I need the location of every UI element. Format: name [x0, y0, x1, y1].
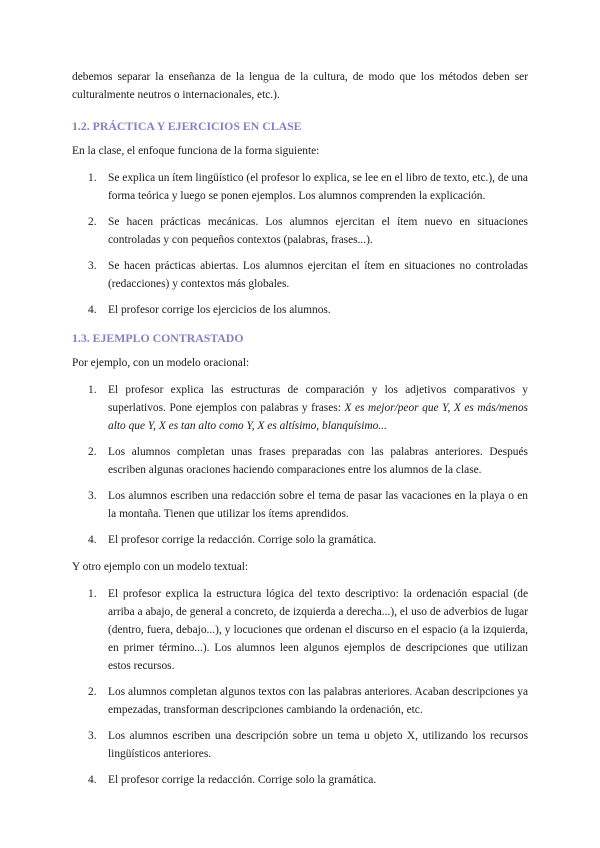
list-item	[72, 381, 528, 435]
list-number: 1.	[88, 588, 97, 600]
list-text: Se hacen prácticas abiertas. Los alumnos ejercitan el ítem en situaciones no controladas (redacciones) y contextos más globales.	[108, 260, 528, 290]
list-item	[72, 257, 528, 293]
list-text: Se explica un ítem lingüístico (el profesor lo explica, se lee en el libro de texto, etc.), de una forma teórica y luego se ponen ejemplos. Los alumnos comprenden la explicación.	[108, 172, 528, 202]
oracional-list	[72, 381, 528, 549]
list-number: 3.	[88, 260, 97, 272]
list-item	[72, 487, 528, 523]
list-number: 2.	[88, 686, 97, 698]
oracional-lead: Por ejemplo, con un modelo oracional:	[72, 357, 250, 369]
list-text-italic-examples: X es mejor/peor que Y, X es más/menos alto que Y, X es tan alto como Y, X es altísimo, blanquísimo...	[108, 402, 528, 432]
list-text: Los alumnos escriben una redacción sobre el tema de pasar las vacaciones en la playa o en la montaña. Tienen que utilizar los ítems aprendidos.	[108, 490, 528, 520]
list-number: 4.	[88, 304, 97, 316]
list-item	[72, 585, 528, 675]
list-text: El profesor explica las estructuras de comparación y los adjetivos comparativos y superlativos. Pone ejemplos con palabras y frases:	[108, 384, 528, 414]
list-item	[72, 531, 528, 549]
list-number: 2.	[88, 446, 97, 458]
list-text: Los alumnos completan unas frases preparadas con las palabras anteriores. Después escriben algunas oraciones haciendo comparaciones entre los alumnos de la clase.	[108, 446, 528, 476]
intro-paragraph: debemos separar la enseñanza de la lengua de la cultura, de modo que los métodos deben ser culturalmente neutros o internacionales, etc.).	[72, 71, 528, 101]
list-item	[72, 301, 528, 319]
list-text: El profesor explica la estructura lógica del texto descriptivo: la ordenación espacial (de arriba a abajo, de general a concreto, de izquierda a derecha...), el uso de adverbios de lugar (dentro, fuera, debajo...), y locuciones que ordenan el discurso en el espacio (a la izquierda, en primer término...). Los alumnos leen algunos ejemplos de descripciones que utilizan estos recursos.	[108, 588, 528, 672]
section-heading-1-2: 1.2. PRÁCTICA Y EJERCICIOS EN CLASE	[72, 119, 302, 133]
list-number: 3.	[88, 730, 97, 742]
list-text: El profesor corrige los ejercicios de los alumnos.	[108, 304, 331, 316]
list-text: Se hacen prácticas mecánicas. Los alumnos ejercitan el ítem nuevo en situaciones controladas y con pequeños contextos (palabras, frases...).	[108, 216, 528, 246]
list-text: Los alumnos escriben una descripción sobre un tema u objeto X, utilizando los recursos lingüísticos anteriores.	[108, 730, 528, 760]
list-number: 4.	[88, 534, 97, 546]
list-text: El profesor corrige la redacción. Corrige solo la gramática.	[108, 534, 377, 546]
list-number: 1.	[88, 172, 97, 184]
list-number: 3.	[88, 490, 97, 502]
list-text: El profesor corrige la redacción. Corrige solo la gramática.	[108, 774, 377, 786]
list-item	[72, 727, 528, 763]
list-number: 1.	[88, 384, 97, 396]
list-item	[72, 213, 528, 249]
list-number: 2.	[88, 216, 97, 228]
list-item	[72, 443, 528, 479]
list-item	[72, 683, 528, 719]
list-number: 4.	[88, 774, 97, 786]
textual-list	[72, 585, 528, 789]
list-item	[72, 771, 528, 789]
section-1-2-lead: En la clase, el enfoque funciona de la forma siguiente:	[72, 145, 320, 157]
practice-list	[72, 169, 528, 319]
section-heading-1-3: 1.3. EJEMPLO CONTRASTADO	[72, 331, 244, 345]
list-item	[72, 169, 528, 205]
textual-lead: Y otro ejemplo con un modelo textual:	[72, 561, 249, 573]
list-text: Los alumnos completan algunos textos con las palabras anteriores. Acaban descripciones ya empezadas, transforman descripciones cambiando la ordenación, etc.	[108, 686, 528, 716]
